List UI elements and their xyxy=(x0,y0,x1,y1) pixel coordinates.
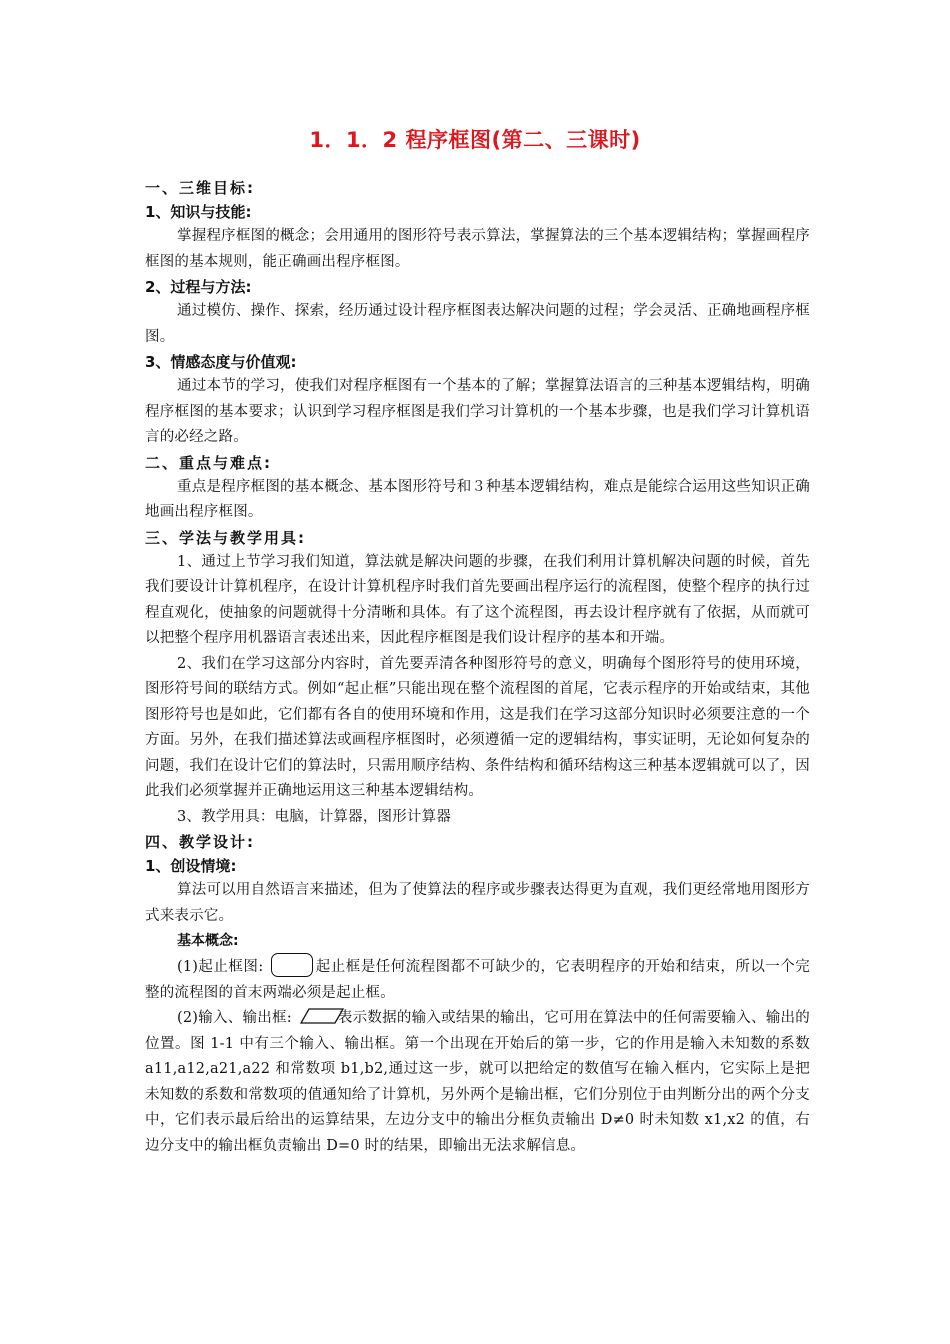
paragraph-io-box xyxy=(145,1006,810,1159)
terminal-box-label: (1)起止框图: xyxy=(177,959,264,975)
paragraph-methods-1: 1、通过上节学习我们知道，算法就是解决问题的步骤，在我们利用计算机解决问题的时候，首先我们要设计计算机程序，在设计计算机程序时我们首先要画出程序运行的流程图，使整个程序的执行过程直观化，使抽象的问题就得十分清晰和具体。有了这个流程图，再去设计程序就有了依据，从而就可以把整个程序用机器语言表述出来，因此程序框图是我们设计程序的基本和开端。 xyxy=(145,553,810,646)
subheading-knowledge: 1、知识与技能: xyxy=(145,203,252,221)
section-heading-goals: 一、三维目标: xyxy=(145,179,255,197)
paragraph-methods-2: 2、我们在学习这部分内容时，首先要弄清各种图形符号的意义，明确每个图形符号的使用环境，图形符号间的联结方式。例如“起止框”只能出现在整个流程图的首尾，它表示程序的开始或结束，其他图形符号也是如此，它们都有各自的使用环境和作用，这是我们在学习这部分知识时必须要注意的一个方面。另外，在我们描述算法或画程序框图时，必须遵循一定的逻辑结构，事实证明，无论如何复杂的问题，我们在设计它们的算法时，只需用顺序结构、条件结构和循环结构这三种基本逻辑就可以了，因此我们必须掌握并正确地运用这三种基本逻辑结构。 xyxy=(145,655,810,799)
basic-concepts-label: 基本概念: xyxy=(177,933,239,949)
io-box-text: 表示数据的输入或结果的输出，它可用在算法中的任何需要输入、输出的位置。图 1-1 中有三个输入、输出框。第一个出现在开始后的第一步，它的作用是输入未知数的系数 a11,a12,a21,a22 和常数项 b1,b2,通过这一步，就可以把给定的数值写在输入框内，它实际上是把未知数的系数和常数项的值通知给了计算机，另外两个是输出框，它们分别位于由判断分出的两个分支中，它们表示最后给出的运算结果，左边分支中的输出分框负责输出 D≠0 时未知数 x1,x2 的值，右边分支中的输出框负责输出 D=0 时的结果，即输出无法求解信息。 xyxy=(145,1010,810,1154)
section-heading-methods: 三、学法与教学用具: xyxy=(145,528,306,547)
page-title: 1．1．2 程序框图(第二、三课时) xyxy=(309,128,641,152)
paragraph-attitude: 通过本节的学习，使我们对程序框图有一个基本的了解；掌握算法语言的三种基本逻辑结构，明确程序框图的基本要求；认识到学习程序框图是我们学习计算机的一个基本步骤，也是我们学习计算机语言的必经之路。 xyxy=(145,378,810,445)
subheading-scenario: 1、创设情境: xyxy=(145,857,237,875)
paragraph-scenario: 算法可以用自然语言来描述，但为了使算法的程序或步骤表达得更为直观，我们更经常地用图形方式来表示它。 xyxy=(145,882,810,924)
paragraph-terminal-box xyxy=(145,953,810,1006)
subheading-process: 2、过程与方法: xyxy=(145,278,252,296)
subheading-attitude: 3、情感态度与价值观: xyxy=(145,353,297,371)
paragraph-knowledge: 掌握程序框图的概念；会用通用的图形符号表示算法，掌握算法的三个基本逻辑结构；掌握画程序框图的基本规则，能正确画出程序框图。 xyxy=(145,228,810,270)
terminal-box-text: 起止框是任何流程图都不可缺少的，它表明程序的开始和结束，所以一个完整的流程图的首末两端必须是起止框。 xyxy=(145,959,810,1001)
paragraph-process: 通过模仿、操作、探索，经历通过设计程序框图表达解决问题的过程；学会灵活、正确地画程序框图。 xyxy=(145,303,810,345)
terminal-box-icon xyxy=(271,953,313,977)
document-body xyxy=(145,176,810,1159)
io-box-label: (2)输入、输出框: xyxy=(177,1010,292,1026)
paragraph-keypoints: 重点是程序框图的基本概念、基本图形符号和３种基本逻辑结构，难点是能综合运用这些知识正确地画出程序框图。 xyxy=(145,478,810,520)
section-heading-design: 四、教学设计: xyxy=(145,833,255,851)
paragraph-methods-3: 3、教学用具：电脑，计算器，图形计算器 xyxy=(177,808,452,825)
section-heading-keypoints: 二、重点与难点: xyxy=(145,453,272,472)
